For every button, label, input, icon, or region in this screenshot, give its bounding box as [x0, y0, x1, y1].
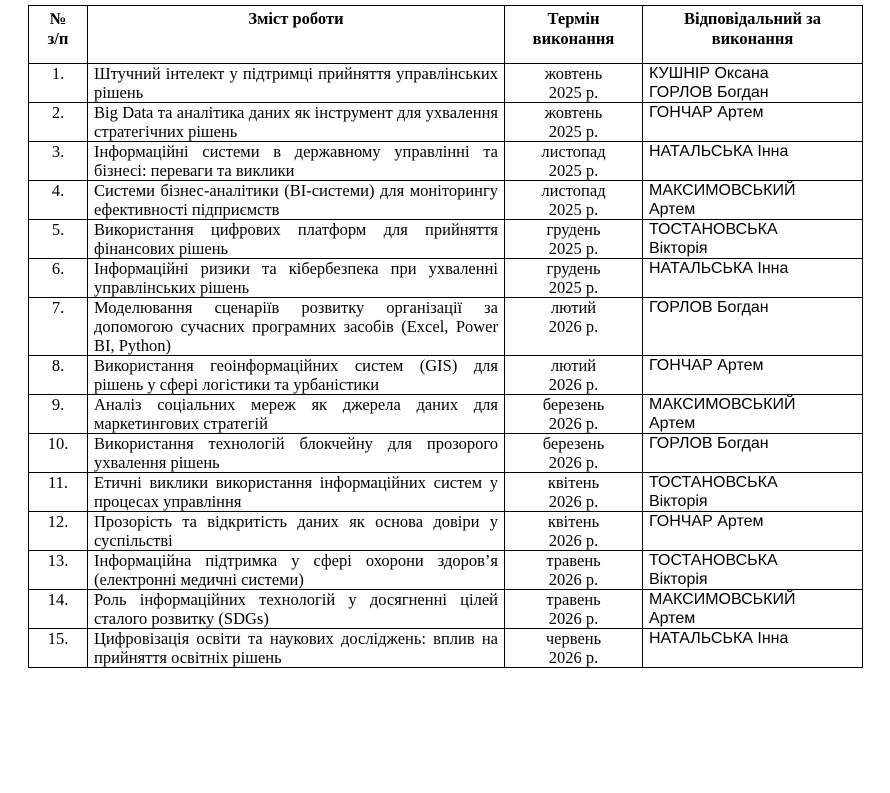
row-topic: Роль інформаційних технологій у досягненні цілей сталого розвитку (SDGs) [88, 590, 505, 629]
row-term-month: червень [545, 629, 602, 648]
header-term-line-2: виконання [532, 29, 615, 48]
row-responsible-line-1: ГОРЛОВ Богдан [649, 435, 769, 452]
row-term [505, 142, 643, 181]
header-num [29, 6, 88, 64]
row-responsible-line-2: Артем [649, 415, 696, 432]
row-term-year: 2025 р. [548, 83, 599, 102]
header-num-line-2: з/п [47, 29, 69, 48]
table-header-row [29, 6, 863, 64]
row-topic: Цифровізація освіти та наукових досліджень: вплив на прийняття освітніх рішень [88, 629, 505, 668]
row-term [505, 220, 643, 259]
row-term-year: 2026 р. [548, 492, 599, 511]
row-responsible [643, 298, 863, 356]
table-row [29, 103, 863, 142]
row-term [505, 356, 643, 395]
row-term-month: грудень [546, 220, 601, 239]
row-responsible [643, 142, 863, 181]
row-responsible-line-2: Вікторія [649, 493, 708, 510]
row-term [505, 259, 643, 298]
table-row [29, 395, 863, 434]
row-number: 11. [29, 473, 88, 512]
row-term [505, 434, 643, 473]
row-number: 5. [29, 220, 88, 259]
row-term-year: 2025 р. [548, 161, 599, 180]
row-term-month: листопад [541, 142, 606, 161]
row-topic: Моделювання сценаріїв розвитку організації за допомогою сучасних програмних засобів (Excel, Power BI, Python) [88, 298, 505, 356]
row-topic: Аналіз соціальних мереж як джерела даних для маркетингових стратегій [88, 395, 505, 434]
row-topic: Використання технологій блокчейну для прозорого ухвалення рішень [88, 434, 505, 473]
row-responsible-line-1: ГОНЧАР Артем [649, 357, 764, 374]
row-topic: Інформаційна підтримка у сфері охорони здоров’я (електронні медичні системи) [88, 551, 505, 590]
row-number: 8. [29, 356, 88, 395]
row-responsible-line-1: КУШНІР Оксана [649, 65, 769, 82]
row-number: 9. [29, 395, 88, 434]
row-term-month: березень [542, 395, 605, 414]
row-number: 6. [29, 259, 88, 298]
row-term-year: 2025 р. [548, 122, 599, 141]
row-term-year: 2026 р. [548, 317, 599, 336]
header-term [505, 6, 643, 64]
row-number: 3. [29, 142, 88, 181]
row-term [505, 181, 643, 220]
row-term-year: 2026 р. [548, 609, 599, 628]
row-term-month: квітень [547, 473, 600, 492]
row-term-year: 2026 р. [548, 648, 599, 667]
row-responsible-line-1: НАТАЛЬСЬКА Інна [649, 143, 789, 160]
row-responsible [643, 259, 863, 298]
header-num-line-1: № [49, 9, 67, 28]
row-topic: Використання цифрових платформ для прийняття фінансових рішень [88, 220, 505, 259]
row-responsible-line-2: Вікторія [649, 240, 708, 257]
row-number: 14. [29, 590, 88, 629]
row-topic: Big Data та аналітика даних як інструмент для ухвалення стратегічних рішень [88, 103, 505, 142]
row-number: 2. [29, 103, 88, 142]
row-term-month: жовтень [544, 103, 603, 122]
row-number: 1. [29, 64, 88, 103]
row-responsible-line-2: Вікторія [649, 571, 708, 588]
row-term [505, 395, 643, 434]
row-responsible [643, 590, 863, 629]
header-resp-line-1: Відповідальний за [683, 9, 822, 28]
work-plan-table [28, 5, 863, 668]
table-row [29, 512, 863, 551]
row-term-year: 2026 р. [548, 453, 599, 472]
row-responsible-line-1: НАТАЛЬСЬКА Інна [649, 260, 789, 277]
row-term [505, 473, 643, 512]
table-row [29, 64, 863, 103]
row-term-month: жовтень [544, 64, 603, 83]
table-row [29, 551, 863, 590]
row-term [505, 551, 643, 590]
row-responsible [643, 434, 863, 473]
row-responsible [643, 395, 863, 434]
row-number: 12. [29, 512, 88, 551]
table-row [29, 220, 863, 259]
table-row [29, 142, 863, 181]
row-number: 15. [29, 629, 88, 668]
table-row [29, 181, 863, 220]
row-topic: Інформаційні ризики та кібербезпека при ухваленні управлінських рішень [88, 259, 505, 298]
row-number: 10. [29, 434, 88, 473]
row-responsible [643, 181, 863, 220]
row-responsible-line-1: НАТАЛЬСЬКА Інна [649, 630, 789, 647]
row-term [505, 103, 643, 142]
row-term-year: 2026 р. [548, 531, 599, 550]
header-resp-line-2: виконання [711, 29, 794, 48]
row-term-year: 2026 р. [548, 375, 599, 394]
row-responsible-line-1: МАКСИМОВСЬКИЙ [649, 182, 796, 199]
row-responsible [643, 220, 863, 259]
row-term-month: листопад [541, 181, 606, 200]
row-term-month: лютий [550, 356, 597, 375]
row-responsible-line-1: МАКСИМОВСЬКИЙ [649, 591, 796, 608]
table-row [29, 473, 863, 512]
row-responsible [643, 64, 863, 103]
row-term-month: травень [546, 590, 601, 609]
row-responsible [643, 551, 863, 590]
row-responsible-line-1: ГОНЧАР Артем [649, 104, 764, 121]
row-term [505, 629, 643, 668]
row-term-month: травень [546, 551, 601, 570]
row-term-year: 2025 р. [548, 200, 599, 219]
row-responsible-line-1: ГОРЛОВ Богдан [649, 299, 769, 316]
row-term-month: квітень [547, 512, 600, 531]
row-topic: Прозорість та відкритість даних як основа довіри у суспільстві [88, 512, 505, 551]
row-responsible [643, 629, 863, 668]
row-term-year: 2026 р. [548, 570, 599, 589]
row-responsible [643, 473, 863, 512]
row-responsible-line-1: ГОНЧАР Артем [649, 513, 764, 530]
header-topic [88, 6, 505, 64]
table-row [29, 298, 863, 356]
header-term-line-1: Термін [547, 9, 600, 28]
row-term [505, 590, 643, 629]
row-topic: Системи бізнес-аналітики (BI-системи) для моніторингу ефективності підприємств [88, 181, 505, 220]
row-term [505, 298, 643, 356]
row-term [505, 64, 643, 103]
row-responsible-line-2: Артем [649, 201, 696, 218]
row-topic: Використання геоінформаційних систем (GIS) для рішень у сфері логістики та урбаністики [88, 356, 505, 395]
row-number: 7. [29, 298, 88, 356]
row-responsible-line-1: ТОСТАНОВСЬКА [649, 474, 778, 491]
header-resp [643, 6, 863, 64]
table-row [29, 434, 863, 473]
table-row [29, 590, 863, 629]
row-responsible-line-1: ТОСТАНОВСЬКА [649, 552, 778, 569]
row-term-month: грудень [546, 259, 601, 278]
row-term-year: 2025 р. [548, 278, 599, 297]
row-term-month: лютий [550, 298, 597, 317]
row-term-month: березень [542, 434, 605, 453]
row-term-year: 2025 р. [548, 239, 599, 258]
row-term-year: 2026 р. [548, 414, 599, 433]
row-responsible-line-1: ТОСТАНОВСЬКА [649, 221, 778, 238]
row-responsible [643, 103, 863, 142]
row-responsible-line-2: Артем [649, 610, 696, 627]
row-responsible [643, 512, 863, 551]
row-topic: Штучний інтелект у підтримці прийняття управлінських рішень [88, 64, 505, 103]
row-responsible-line-2: ГОРЛОВ Богдан [649, 84, 769, 101]
table-row [29, 259, 863, 298]
row-number: 13. [29, 551, 88, 590]
table-row [29, 356, 863, 395]
row-topic: Інформаційні системи в державному управлінні та бізнесі: переваги та виклики [88, 142, 505, 181]
header-topic-text: Зміст роботи [248, 9, 344, 28]
row-responsible-line-1: МАКСИМОВСЬКИЙ [649, 396, 796, 413]
row-topic: Етичні виклики використання інформаційних систем у процесах управління [88, 473, 505, 512]
table-row [29, 629, 863, 668]
row-term [505, 512, 643, 551]
row-responsible [643, 356, 863, 395]
row-number: 4. [29, 181, 88, 220]
